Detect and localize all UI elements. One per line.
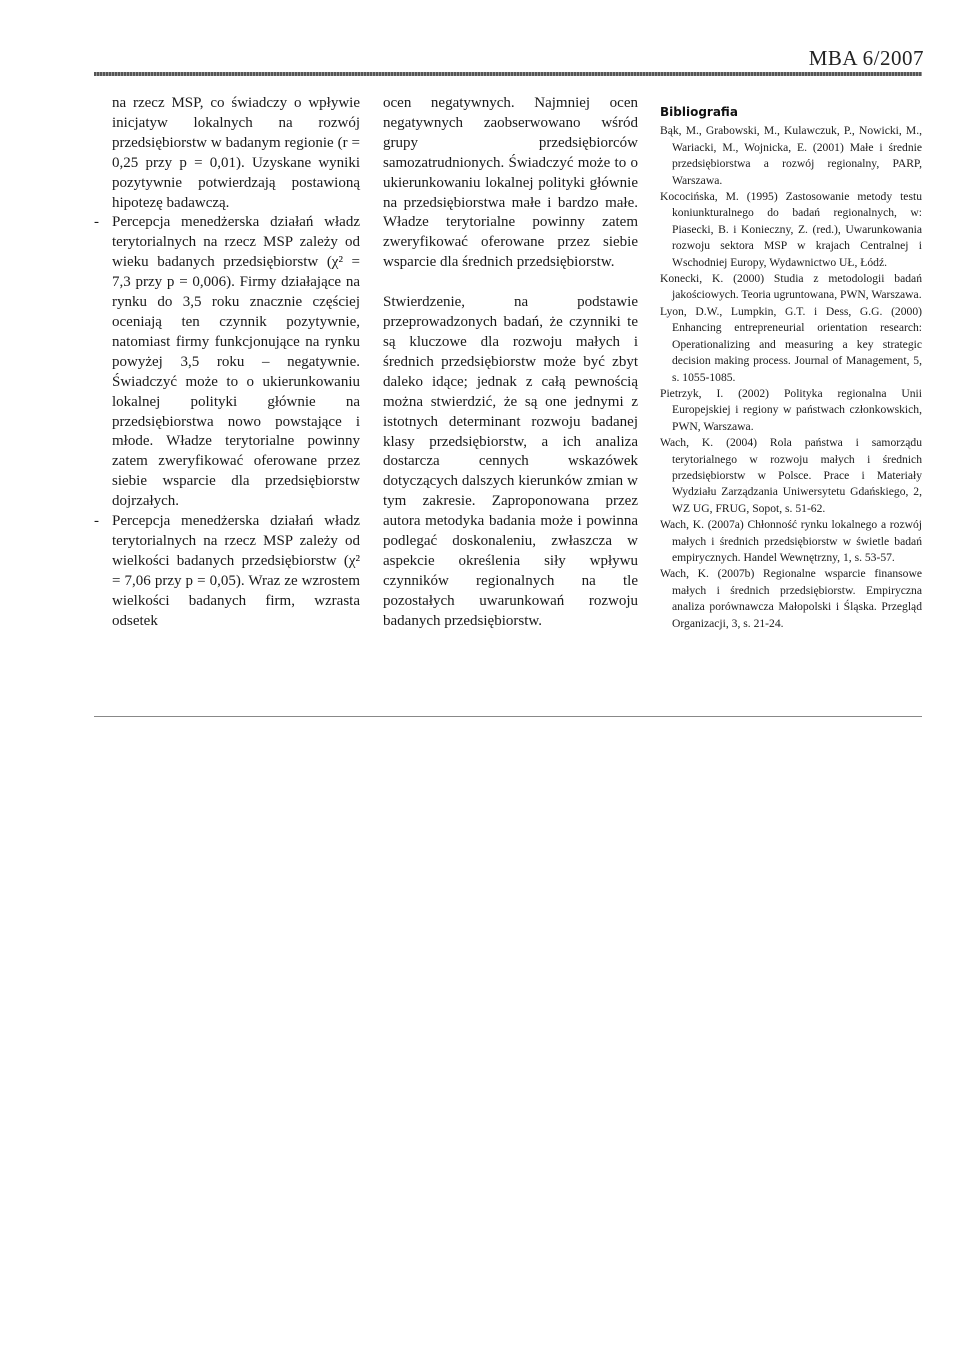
bibliography-column	[660, 104, 922, 632]
reference-item: Wach, K. (2004) Rola państwa i samorządu terytorialnego w rozwoju małych i średnich przedsiębiorstw w Polsce. Prace i Materiały Wydziału Zarządzania Uniwersytetu Gdańskiego, 2, WZ UG, FRUG, Sopot, s. 51-62.	[660, 436, 922, 515]
bullet-item-age	[94, 213, 360, 512]
paragraph-intro: na rzecz MSP, co świadczy o wpływie inicjatyw lokalnych na rozwój przedsiębiorstw w badanym regionie (r = 0,25 przy p = 0,01). Uzyskane wyniki pozytywnie potwierdzają postawioną hipotezę badawczą.	[112, 95, 360, 211]
journal-issue-header: MBA 6/2007	[808, 46, 924, 70]
reference-item: Bąk, M., Grabowski, M., Kulawczuk, P., Nowicki, M., Wariacki, M., Wojnicka, E. (2001) Małe i średnie przedsiębiorstwa a rozwój regionalny, PARP, Warszawa.	[660, 124, 922, 187]
bullet-dash: -	[94, 513, 99, 530]
bullet-dash: -	[94, 214, 99, 231]
text-column-middle	[383, 94, 638, 632]
reference-item: Lyon, D.W., Lumpkin, G.T. i Dess, G.G. (2000) Enhancing entrepreneurial orientation research: Operationalizing and measuring a key strategic decision making process. Journal of Management, 5, s. 1055-1085.	[660, 304, 922, 384]
reference-item: Wach, K. (2007a) Chłonność rynku lokalnego a rozwój małych i średnich przedsiębiorstw w świetle badań empirycznych. Handel Wewnętrzny, 1, s. 53-57.	[660, 518, 922, 564]
paragraph-negative-ratings: ocen negatywnych. Najmniej ocen negatywnych zaobserwowano wśród grupy przedsiębiorców samozatrudnionych. Świadczyć może to o ukierunkowaniu lokalnej polityki głównie na przedsiębiorstwa małe i bardzo małe. Władze terytorialne powinny zatem zweryfikować oferowane przez siebie wsparcie dla średnich przedsiębiorstw.	[383, 95, 638, 271]
paragraph-conclusion: Stwierdzenie, na podstawie przeprowadzonych badań, że czynniki te są kluczowe dla rozwoju małych i średnich przedsiębiorstw może być zbyt daleko idące; jednak z całą pewnością można stwierdzić, że są one jednymi z istotnych determinant rozwoju badanej klasy przedsiębiorstw, a ich analiza dostarcza cennych wskazówek dotyczących dalszych kierunków zmian w tym zakresie. Zaproponowana przez autora metodyka badania może i powinna podlegać doskonaleniu, zwłaszcza w aspekcie określenia siły wpływu czynników regionalnych na tle pozostałych uwarunkowań rozwoju badanych przedsiębiorstw.	[383, 294, 638, 629]
reference-item: Pietrzyk, I. (2002) Polityka regionalna Unii Europejskiej i regiony w państwach członkowskich, PWN, Warszawa.	[660, 386, 922, 433]
bullet-text-size: Percepcja menedżerska działań władz terytorialnych na rzecz MSP zależy od wielkości badanych przedsiębiorstw (χ² = 7,06 przy p = 0,05). Wraz ze wzrostem wielkości badanych firm, wzrasta odsetek	[112, 513, 360, 629]
reference-item: Kococińska, M. (1995) Zastosowanie metody testu koniunkturalnego do badań regionalnych, w: Piasecki, B. i Konieczny, Z. (red.), Uwarunkowania rozwoju sektora MSP w krajach Centralnej i Wschodniej Europy, Wydawnictwo UŁ, Łódź.	[660, 190, 922, 269]
text-column-left	[94, 94, 360, 631]
bullet-item-size	[94, 512, 360, 631]
reference-item: Wach, K. (2007b) Regionalne wsparcie finansowe małych i średnich przedsiębiorstw. Empiryczna analiza porównawcza Małopolski i Śląska. Przegląd Organizacji, 3, s. 21-24.	[660, 567, 922, 630]
bullet-text-age: Percepcja menedżerska działań władz terytorialnych na rzecz MSP zależy od wieku badanych przedsiębiorstw (χ² = 7,3 przy p = 0,006). Firmy działające na rynku do 3,5 roku znacznie częściej oceniają ten czynnik pozytywnie, natomiast firmy funkcjonujące na rynku powyżej 3,5 roku – negatywnie. Świadczyć może to o ukierunkowaniu lokalnej polityki głównie na przedsiębiorstwa nowo powstające i młode. Władze terytorialne powinny zatem zweryfikować oferowane przez siebie wsparcie dla przedsiębiorstw dojrzałych.	[112, 214, 360, 510]
bibliography-heading: Bibliografia	[660, 105, 738, 119]
header-rule	[94, 72, 922, 76]
reference-item: Konecki, K. (2000) Studia z metodologii badań jakościowych. Teoria ugruntowana, PWN, Warszawa.	[660, 272, 922, 302]
footer-rule	[94, 716, 922, 717]
